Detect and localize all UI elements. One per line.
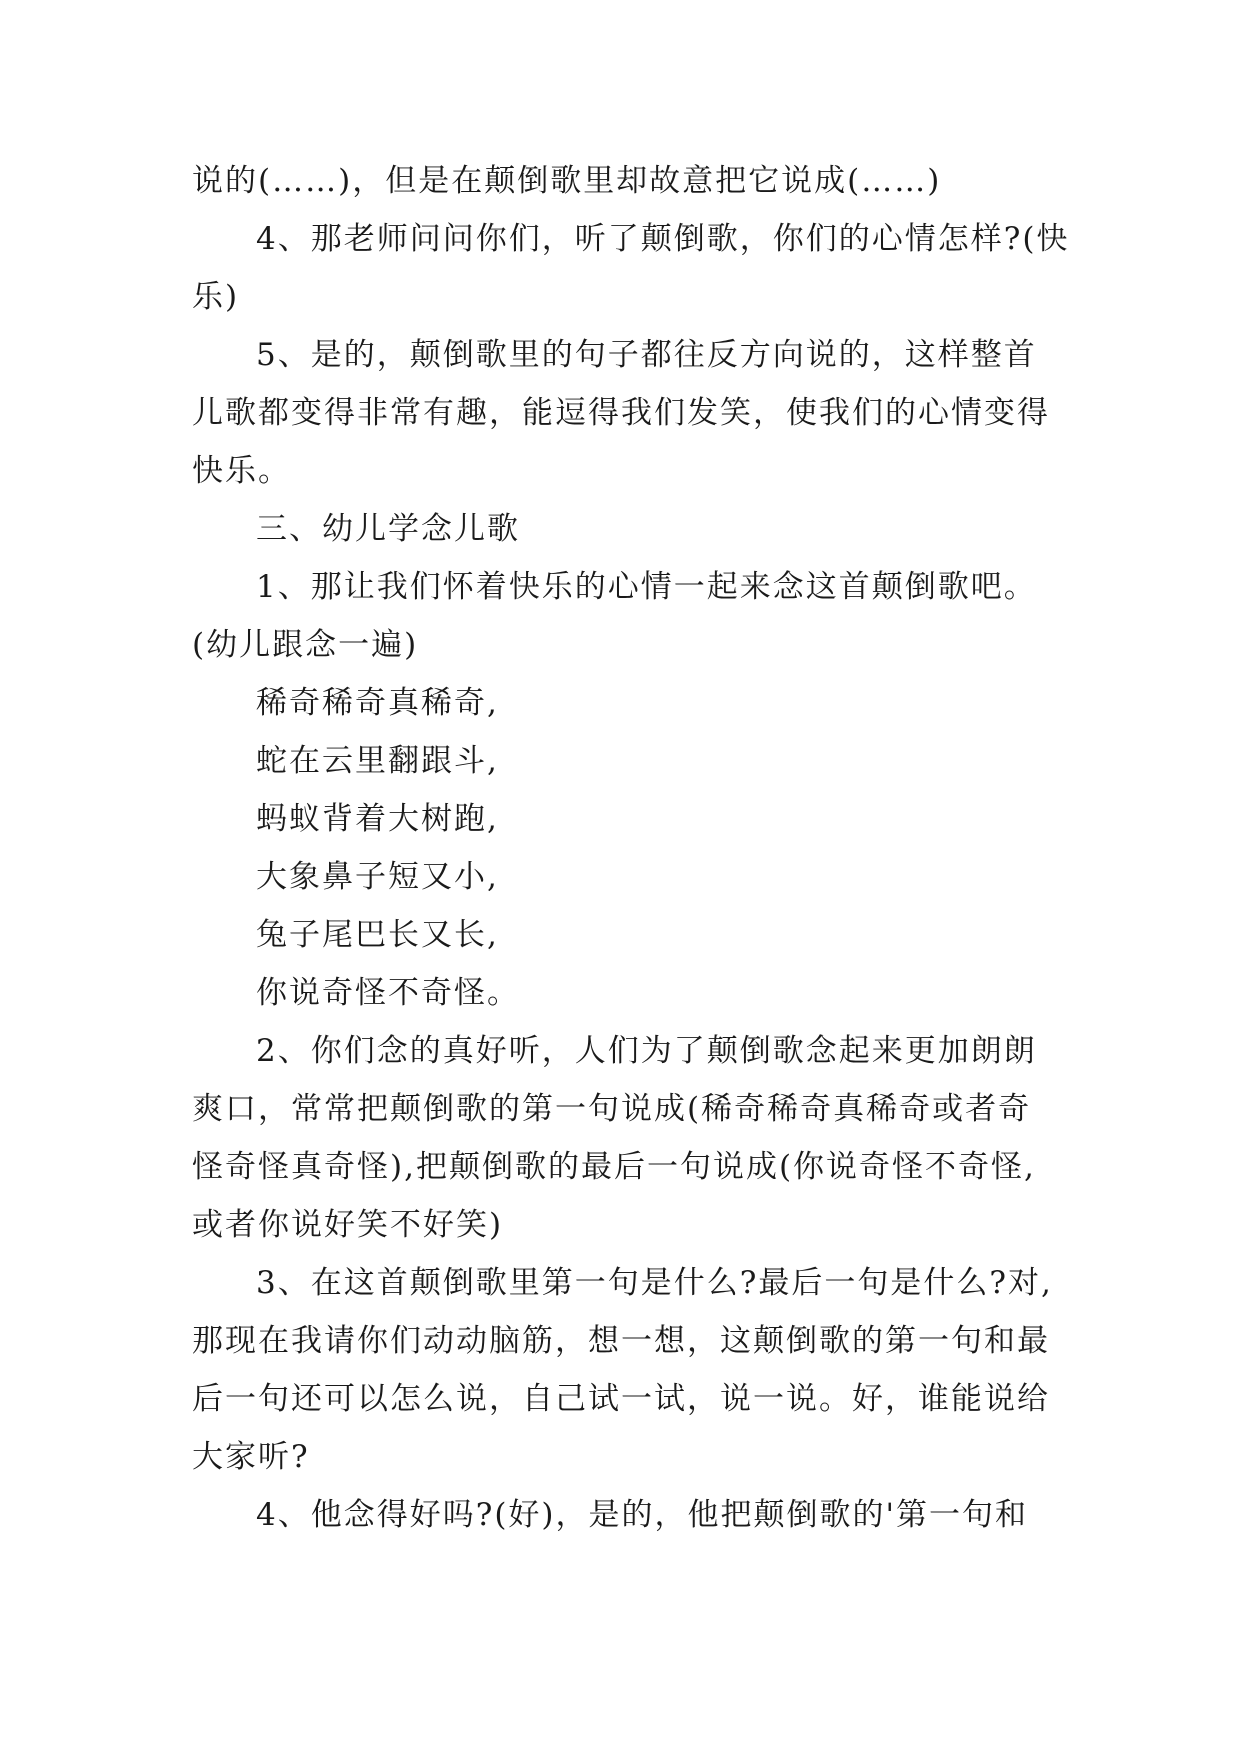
text-line: 乐) <box>192 279 240 315</box>
document-body <box>192 152 1070 1544</box>
text-line: 1、那让我们怀着快乐的心情一起来念这首颠倒歌吧。 <box>256 569 1037 605</box>
text-line: 爽口，常常把颠倒歌的第一句说成(稀奇稀奇真稀奇或者奇 <box>192 1091 1032 1127</box>
text-line: 儿歌都变得非常有趣，能逗得我们发笑，使我们的心情变得 <box>192 395 1050 431</box>
section-heading: 三、幼儿学念儿歌 <box>256 511 520 547</box>
text-line: 4、他念得好吗?(好)，是的，他把颠倒歌的'第一句和 <box>256 1497 1029 1533</box>
text-line: 或者你说好笑不好笑) <box>192 1207 504 1243</box>
text-line: 4、那老师问问你们，听了颠倒歌，你们的心情怎样?(快 <box>256 221 1070 257</box>
text-line: 快乐。 <box>192 453 291 489</box>
poem-line: 稀奇稀奇真稀奇, <box>256 685 499 721</box>
text-line: 大家听? <box>192 1439 310 1475</box>
poem-line: 你说奇怪不奇怪。 <box>256 975 520 1011</box>
text-line: 3、在这首颠倒歌里第一句是什么?最后一句是什么?对, <box>256 1265 1053 1301</box>
text-line: 后一句还可以怎么说，自己试一试，说一说。好，谁能说给 <box>192 1381 1050 1417</box>
text-line: 那现在我请你们动动脑筋，想一想，这颠倒歌的第一句和最 <box>192 1323 1050 1359</box>
text-line: 5、是的，颠倒歌里的句子都往反方向说的，这样整首 <box>256 337 1037 373</box>
text-line: 怪奇怪真奇怪),把颠倒歌的最后一句说成(你说奇怪不奇怪, <box>192 1149 1036 1185</box>
poem-line: 蛇在云里翻跟斗, <box>256 743 499 779</box>
text-line: 2、你们念的真好听，人们为了颠倒歌念起来更加朗朗 <box>256 1033 1037 1069</box>
poem-line: 蚂蚁背着大树跑, <box>256 801 499 837</box>
poem-line: 大象鼻子短又小, <box>256 859 499 895</box>
nursery-rhyme <box>192 674 1052 1022</box>
poem-line: 兔子尾巴长又长, <box>256 917 499 953</box>
text-line: (幼儿跟念一遍) <box>192 627 419 663</box>
text-line: 说的(……)，但是在颠倒歌里却故意把它说成(……) <box>192 163 942 199</box>
